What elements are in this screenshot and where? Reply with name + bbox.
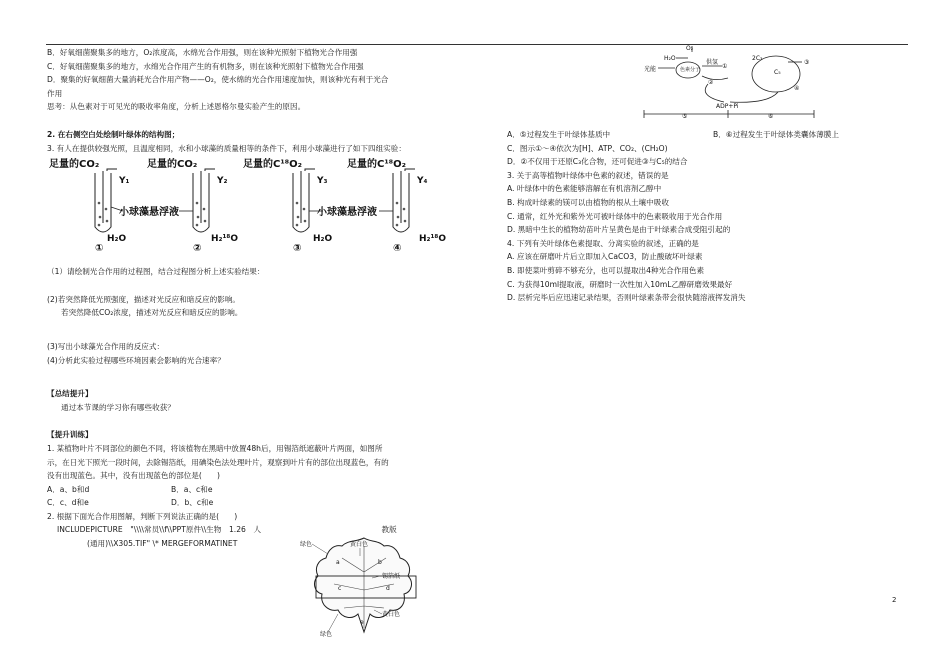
suspension-label-left: 小球藻悬浮液	[119, 207, 179, 219]
question-2: 2. 在右侧空白处绘制叶绿体的结构图；	[47, 129, 180, 139]
left-column	[47, 46, 477, 551]
right-line-8: 4. 下列有关叶绿体色素提取、分离实验的叙述，正确的是	[507, 238, 699, 248]
tube-4-number: ④	[393, 243, 402, 254]
includepicture-field-1-text: INCLUDEPICTURE "\\\\常员\\f\\PPT原件\\生物 1.26 人	[57, 525, 262, 535]
tube-2-water: H₂¹⁸O	[211, 234, 239, 245]
option-b: B．a、c和e	[171, 484, 213, 494]
right-line-10: B. 即使菜叶剪碎不够充分，也可以提取出4种光合作用色素	[507, 265, 705, 275]
right-line-3: 3. 关于高等植物叶绿体中色素的叙述，错误的是	[507, 170, 669, 180]
leaf-label-yellow-top: 黄白色	[350, 541, 369, 548]
training-q1-line-2: 示，在日光下照光一段时间，去除锡箔纸，用碘染色法处理叶片，观察到叶片有的部位出现蓝色，有的	[47, 457, 389, 467]
tube-4-water: H₂¹⁸O	[419, 234, 447, 245]
tube-3-top: 足量的C¹⁸O₂	[243, 159, 302, 171]
diagram-light: 光能	[644, 66, 657, 73]
right-line-6: C. 通常，红外光和紫外光可被叶绿体中的色素吸收用于光合作用	[507, 211, 723, 221]
training-title: 【提升训练】	[47, 430, 93, 440]
leaf-figure	[298, 532, 438, 644]
diagram-adp: ADP+Pi	[716, 103, 739, 110]
diagram-num-2: ②	[708, 79, 714, 86]
summary-text: 通过本节课的学习你有哪些收获？	[61, 402, 175, 412]
training-q1-line-3: 没有出现蓝色。其中，没有出现蓝色的部位是( )	[47, 471, 220, 481]
option-d-text: D．聚集的好氧细菌大量消耗光合作用产物——O₂，使水绵的光合作用速度加快，则该种光有利于光合	[47, 75, 389, 85]
summary-title: 【总结提升】	[47, 389, 93, 399]
tube-4-output: Y₄	[417, 176, 428, 187]
leaf-letter-e: e	[360, 619, 364, 626]
tube-2-number: ②	[193, 243, 202, 254]
tube-3-output: Y₃	[317, 176, 328, 187]
leaf-letter-a: a	[336, 559, 340, 566]
diagram-num-5: ⑤	[682, 113, 688, 120]
question-3: 3. 有人在提供较强光照，且温度相同，水和小球藻的质量相等的条件下，利用小球藻进行了如下四组实验：	[47, 143, 406, 153]
leaf-letter-b: b	[378, 559, 382, 566]
diagram-num-1: ①	[722, 63, 728, 70]
tube-1-water: H₂O	[107, 234, 127, 245]
question-3-sub-4: (4)分析此实验过程哪些环境因素会影响的光合速率？	[47, 355, 225, 365]
diagram-num-3: ③	[804, 59, 810, 66]
tube-3-water: H₂O	[313, 234, 333, 245]
option-a: A．a、b和d	[47, 484, 90, 494]
right-lines	[507, 128, 907, 305]
right-line-5: B. 构成叶绿素的镁可以由植物的根从土壤中吸收	[507, 197, 669, 207]
training-q2: 2. 根据下面光合作用图解，判断下列说法正确的是( )	[47, 511, 238, 521]
question-3-sub-2a: (2)若突然降低光照强度，描述对光反应和暗反应的影响。	[47, 294, 241, 304]
tube-4-top: 足量的C¹⁸O₂	[347, 159, 406, 171]
leaf-letter-c: c	[338, 585, 342, 592]
tube-2-top: 足量的CO₂	[147, 159, 198, 171]
suspension-label-right: 小球藻悬浮液	[317, 207, 377, 219]
diagram-num-6: ⑥	[768, 113, 774, 120]
right-line-2: D．②不仅用于还原C₃化合物，还可促进③与C₅的结合	[507, 157, 688, 167]
diagram-2c3: 2C₃	[752, 55, 763, 62]
right-line-9: A. 应该在研磨叶片后立即加入CaCO3，防止酸破坏叶绿素	[507, 252, 703, 262]
includepicture-field-1-tail: 教版	[381, 525, 397, 535]
diagram-num-4: ④	[794, 85, 800, 92]
option-b: B．⑥过程发生于叶绿体类囊体薄膜上	[713, 130, 839, 139]
diagram-pigment: 色素分子	[680, 67, 701, 73]
tube-2-output: Y₂	[217, 176, 228, 187]
algae-tubes-figure	[47, 157, 477, 253]
tube-1-number: ①	[95, 243, 104, 254]
leaf-label-foil: 锡箔纸	[382, 573, 401, 580]
thinking-question: 思考：从色素对于可见光的吸收率角度，分析上述恩格尔曼实验产生的原因。	[47, 102, 306, 112]
question-3-sub-1: （1）请绘制光合作用的过程图，结合过程图分析上述实验结果：	[47, 267, 265, 277]
diagram-o2: O₂	[686, 45, 694, 52]
option-d-continued: 作用	[47, 88, 63, 98]
page-number: 2	[892, 596, 897, 604]
includepicture-field-2: (通用)\\X305.TIF" \* MERGEFORMATINET	[87, 539, 238, 549]
tube-1-output: Y₁	[119, 176, 130, 187]
right-column	[507, 128, 907, 305]
leaf-label-green-bottom: 绿色	[320, 631, 333, 638]
question-3-sub-3: (3)写出小球藻光合作用的反应式：	[47, 341, 165, 351]
leaf-label-green-top: 绿色	[300, 541, 313, 548]
right-line-4: A. 叶绿体中的色素能够溶解在有机溶剂乙醇中	[507, 184, 662, 194]
photosynthesis-diagram	[618, 44, 828, 128]
question-2-options-ab	[507, 128, 907, 142]
tube-3-number: ③	[293, 243, 302, 254]
question-3-sub-2b: 若突然降低CO₂浓度，描述对光反应和暗反应的影响。	[61, 308, 243, 318]
right-line-1: C．图示①～④依次为[H]、ATP、CO₂、(CH₂O)	[507, 143, 668, 153]
option-c-text: C．好氧细菌聚集多的地方，水绵光合作用产生的有机物多，则在该种光照射下植物光合作用强	[47, 61, 364, 71]
option-b-text: B．好氧细菌聚集多的地方，O₂浓度高，水绵光合作用强，则在该种光照射下植物光合作用强	[47, 48, 358, 57]
diagram-supply-h: 供氢	[706, 59, 719, 66]
option-a: A．⑤过程发生于叶绿体基质中	[507, 130, 611, 139]
right-line-12: D. 层析完毕后应迅速记录结果，否则叶绿素条带会很快随溶液挥发消失	[507, 293, 746, 303]
diagram-c5: C₅	[774, 69, 781, 76]
right-line-7: D. 黑暗中生长的植物幼苗叶片呈黄色是由于叶绿素合成受阻引起的	[507, 225, 731, 235]
training-q1-line-1: 1. 某植物叶片不同部位的颜色不同，将该植物在黑暗中放置48h后，用锡箔纸遮蔽叶片两面，如图所	[47, 443, 383, 453]
leaf-letter-d: d	[386, 585, 390, 592]
diagram-h2o: H₂O	[664, 55, 676, 62]
option-d: D．b、c和e	[171, 498, 214, 508]
leaf-label-yellow-bottom: 黄白色	[382, 611, 401, 618]
training-q1-options-row-2	[47, 496, 477, 510]
option-c: C．c、d和e	[47, 498, 89, 508]
right-line-11: C. 为获得10ml提取液，研磨时一次性加入10mL乙醇研磨效果最好	[507, 279, 733, 289]
tube-1-top: 足量的CO₂	[49, 159, 100, 171]
training-q1-options-row-1	[47, 483, 477, 497]
